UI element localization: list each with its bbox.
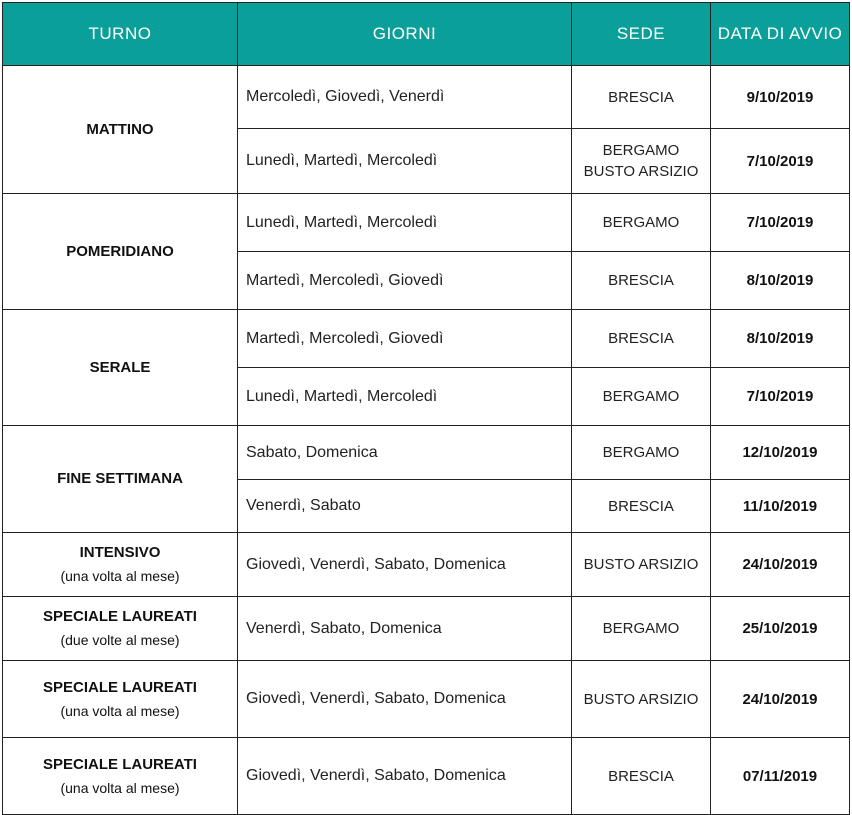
sede-cell bbox=[572, 480, 711, 533]
sede-label: BUSTO ARSIZIO bbox=[583, 556, 699, 573]
turno-cell bbox=[3, 310, 238, 426]
header-data-avvio: DATA DI AVVIO bbox=[711, 3, 850, 66]
sede-label: BRESCIA bbox=[608, 88, 674, 106]
header-row bbox=[3, 3, 850, 66]
giorni-cell: Martedì, Mercoledì, Giovedì bbox=[238, 310, 572, 368]
turno-cell bbox=[3, 661, 238, 738]
sede-label: BERGAMO bbox=[602, 388, 680, 405]
giorni-cell: Lunedì, Martedì, Mercoledì bbox=[238, 368, 572, 426]
turno-cell bbox=[3, 194, 238, 310]
giorni-cell: Venerdì, Sabato, Domenica bbox=[238, 597, 572, 661]
sede-label: BRESCIA bbox=[608, 767, 674, 785]
table-row bbox=[3, 194, 850, 252]
turno-label: FINE SETTIMANA bbox=[57, 470, 183, 487]
turno-label: INTENSIVO bbox=[79, 544, 161, 562]
turno-label: SERALE bbox=[89, 358, 151, 376]
sede-cell bbox=[572, 129, 711, 194]
sede-cell bbox=[572, 368, 711, 426]
turno-cell bbox=[3, 738, 238, 815]
data-avvio-cell: 11/10/2019 bbox=[711, 480, 850, 533]
giorni-cell: Lunedì, Martedì, Mercoledì bbox=[238, 129, 572, 194]
sede-label: BRESCIA bbox=[608, 497, 674, 515]
giorni-cell: Giovedì, Venerdì, Sabato, Domenica bbox=[238, 533, 572, 597]
sede-cell bbox=[572, 66, 711, 129]
sede-label: BERGAMO bbox=[602, 620, 680, 637]
giorni-cell: Sabato, Domenica bbox=[238, 426, 572, 480]
giorni-cell: Mercoledì, Giovedì, Venerdì bbox=[238, 66, 572, 129]
sede-label: BUSTO ARSIZIO bbox=[583, 163, 699, 180]
schedule-body bbox=[3, 66, 850, 815]
sede-cell bbox=[572, 533, 711, 597]
data-avvio-cell: 7/10/2019 bbox=[711, 194, 850, 252]
giorni-cell: Martedì, Mercoledì, Giovedì bbox=[238, 252, 572, 310]
giorni-cell: Venerdì, Sabato bbox=[238, 480, 572, 533]
turno-note: (una volta al mese) bbox=[60, 779, 180, 796]
data-avvio-cell: 8/10/2019 bbox=[711, 310, 850, 368]
data-avvio-cell: 07/11/2019 bbox=[711, 738, 850, 815]
table-row bbox=[3, 533, 850, 597]
data-avvio-cell: 24/10/2019 bbox=[711, 533, 850, 597]
data-avvio-cell: 7/10/2019 bbox=[711, 368, 850, 426]
giorni-cell: Giovedì, Venerdì, Sabato, Domenica bbox=[238, 738, 572, 815]
table-row bbox=[3, 738, 850, 815]
turno-label: SPECIALE LAUREATI bbox=[43, 678, 197, 696]
header-turno: TURNO bbox=[3, 3, 238, 66]
sede-label: BRESCIA bbox=[608, 330, 674, 347]
sede-cell bbox=[572, 252, 711, 310]
turno-cell bbox=[3, 533, 238, 597]
sede-cell bbox=[572, 661, 711, 738]
sede-cell bbox=[572, 597, 711, 661]
turno-label: MATTINO bbox=[86, 120, 154, 138]
sede-label: BERGAMO bbox=[602, 142, 680, 159]
table-row bbox=[3, 426, 850, 480]
table-row bbox=[3, 310, 850, 368]
table-row bbox=[3, 597, 850, 661]
giorni-cell: Lunedì, Martedì, Mercoledì bbox=[238, 194, 572, 252]
turno-note: (una volta al mese) bbox=[60, 702, 180, 719]
sede-cell bbox=[572, 310, 711, 368]
schedule-table bbox=[2, 2, 850, 815]
turno-cell bbox=[3, 66, 238, 194]
turno-cell bbox=[3, 597, 238, 661]
sede-label: BUSTO ARSIZIO bbox=[583, 690, 699, 708]
header-giorni: GIORNI bbox=[238, 3, 572, 66]
turno-label: SPECIALE LAUREATI bbox=[43, 608, 197, 626]
turno-label: SPECIALE LAUREATI bbox=[43, 755, 197, 773]
turno-label: POMERIDIANO bbox=[66, 242, 174, 260]
data-avvio-cell: 24/10/2019 bbox=[711, 661, 850, 738]
header-sede: SEDE bbox=[572, 3, 711, 66]
data-avvio-cell: 12/10/2019 bbox=[711, 426, 850, 480]
data-avvio-cell: 8/10/2019 bbox=[711, 252, 850, 310]
sede-cell bbox=[572, 738, 711, 815]
sede-label: BRESCIA bbox=[608, 272, 674, 289]
sede-label: BERGAMO bbox=[602, 214, 680, 231]
giorni-cell: Giovedì, Venerdì, Sabato, Domenica bbox=[238, 661, 572, 738]
table-row bbox=[3, 66, 850, 129]
table-row bbox=[3, 661, 850, 738]
turno-note: (una volta al mese) bbox=[60, 568, 180, 585]
sede-cell bbox=[572, 426, 711, 480]
turno-note: (due volte al mese) bbox=[60, 632, 180, 649]
turno-cell bbox=[3, 426, 238, 533]
data-avvio-cell: 7/10/2019 bbox=[711, 129, 850, 194]
data-avvio-cell: 25/10/2019 bbox=[711, 597, 850, 661]
sede-cell bbox=[572, 194, 711, 252]
data-avvio-cell: 9/10/2019 bbox=[711, 66, 850, 129]
sede-label: BERGAMO bbox=[602, 444, 680, 461]
